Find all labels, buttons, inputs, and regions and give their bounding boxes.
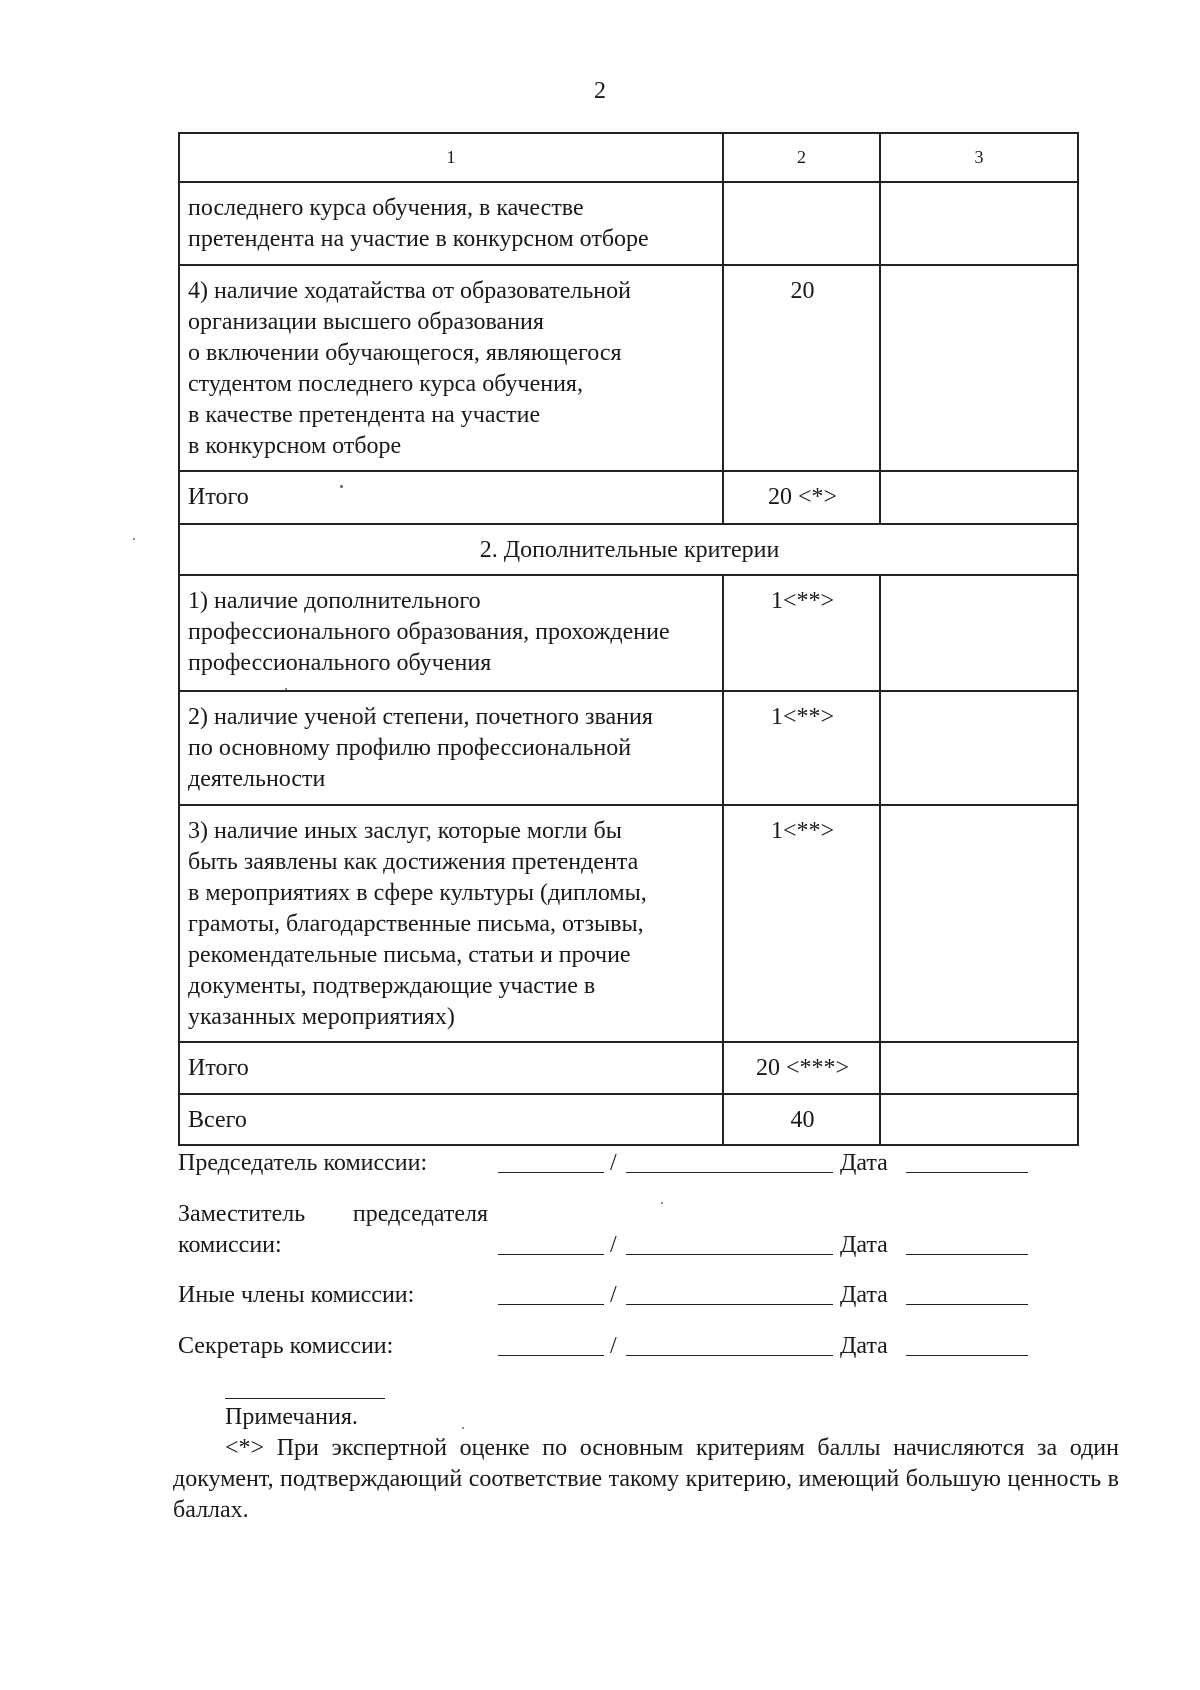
score-cell <box>880 1094 1078 1145</box>
criteria-table <box>178 132 1079 1146</box>
name-line <box>626 1172 833 1173</box>
points-cell <box>723 182 880 265</box>
points-cell: 20 <*> <box>723 471 880 524</box>
signature-line <box>498 1304 604 1305</box>
criterion-cell: Всего <box>179 1094 723 1145</box>
note-item: <*> При экспертной оценке по основным критериям баллы начисляются за один документ, подтверждающий соответствие такому критерию, имеющий большую ценность в баллах. <box>173 1435 1119 1523</box>
points-cell: 40 <box>723 1094 880 1145</box>
criterion-cell: 3) наличие иных заслуг, которые могли бы быть заявлены как достижения претендента в мероприятиях в сфере культуры (дипломы, грамоты, благодарственные письма, отзывы, рекомендательные письма, статьи и прочие документы, подтверждающие участие в указанных мероприятиях) <box>179 805 723 1042</box>
signature-label: Председатель комиссии: <box>178 1150 428 1176</box>
scan-speck <box>462 1427 464 1429</box>
signature-row-members <box>178 1280 1058 1311</box>
scan-speck <box>661 1202 663 1204</box>
signature-row-chairman <box>178 1148 1058 1179</box>
table-row <box>179 691 1078 805</box>
subtotal-row <box>179 471 1078 524</box>
signature-row-deputy <box>178 1199 1058 1261</box>
name-line <box>626 1304 833 1305</box>
criterion-cell: 2) наличие ученой степени, почетного звания по основному профилю профессиональной деятельности <box>179 691 723 805</box>
criterion-cell: Итого <box>179 471 723 524</box>
score-cell <box>880 265 1078 471</box>
scan-speck <box>133 538 135 540</box>
subtotal-row <box>179 1042 1078 1094</box>
slash-separator: / <box>610 1282 617 1308</box>
scan-speck <box>340 485 343 488</box>
date-line <box>906 1304 1028 1305</box>
date-line <box>906 1355 1028 1356</box>
column-header-3: 3 <box>880 133 1078 182</box>
signature-label: Иные члены комиссии: <box>178 1282 415 1308</box>
table-row <box>179 182 1078 265</box>
points-cell: 20 <***> <box>723 1042 880 1094</box>
slash-separator: / <box>610 1232 617 1258</box>
score-cell <box>880 1042 1078 1094</box>
points-cell: 1<**> <box>723 575 880 691</box>
score-cell <box>880 691 1078 805</box>
table-row <box>179 265 1078 471</box>
criterion-cell: 1) наличие дополнительного профессионального образования, прохождение профессионального обучения <box>179 575 723 691</box>
date-label: Дата <box>840 1333 888 1359</box>
date-label: Дата <box>840 1282 888 1308</box>
slash-separator: / <box>610 1150 617 1176</box>
signature-line <box>498 1172 604 1173</box>
slash-separator: / <box>610 1333 617 1359</box>
signature-label: Секретарь комиссии: <box>178 1333 394 1359</box>
section-header-row <box>179 524 1078 575</box>
criterion-cell: последнего курса обучения, в качестве претендента на участие в конкурсном отборе <box>179 182 723 265</box>
signature-line <box>498 1254 604 1255</box>
name-line <box>626 1254 833 1255</box>
column-header-1: 1 <box>179 133 723 182</box>
grand-total-row <box>179 1094 1078 1145</box>
table-row <box>179 805 1078 1042</box>
table-header-row <box>179 133 1078 182</box>
criterion-cell: Итого <box>179 1042 723 1094</box>
points-cell: 1<**> <box>723 691 880 805</box>
table-row <box>179 575 1078 691</box>
date-line <box>906 1254 1028 1255</box>
column-header-2: 2 <box>723 133 880 182</box>
signature-row-secretary <box>178 1331 1058 1362</box>
score-cell <box>880 805 1078 1042</box>
criterion-cell: 4) наличие ходатайства от образовательной организации высшего образования о включении обучающегося, являющегося студентом последнего курса обучения, в качестве претендента на участие в конкурсном отборе <box>179 265 723 471</box>
date-label: Дата <box>840 1150 888 1176</box>
signature-label: Заместитель председателя комиссии: <box>178 1201 488 1258</box>
signature-block <box>178 1148 1058 1362</box>
score-cell <box>880 471 1078 524</box>
scan-speck <box>285 688 287 690</box>
footnote-divider <box>225 1398 385 1399</box>
page-number: 2 <box>594 78 606 104</box>
notes-title: Примечания. <box>225 1404 358 1430</box>
date-line <box>906 1172 1028 1173</box>
signature-line <box>498 1355 604 1356</box>
date-label: Дата <box>840 1232 888 1258</box>
score-cell <box>880 182 1078 265</box>
points-cell: 1<**> <box>723 805 880 1042</box>
section-title: 2. Дополнительные критерии <box>179 524 1078 575</box>
points-cell: 20 <box>723 265 880 471</box>
notes-section <box>173 1402 1119 1526</box>
name-line <box>626 1355 833 1356</box>
score-cell <box>880 575 1078 691</box>
